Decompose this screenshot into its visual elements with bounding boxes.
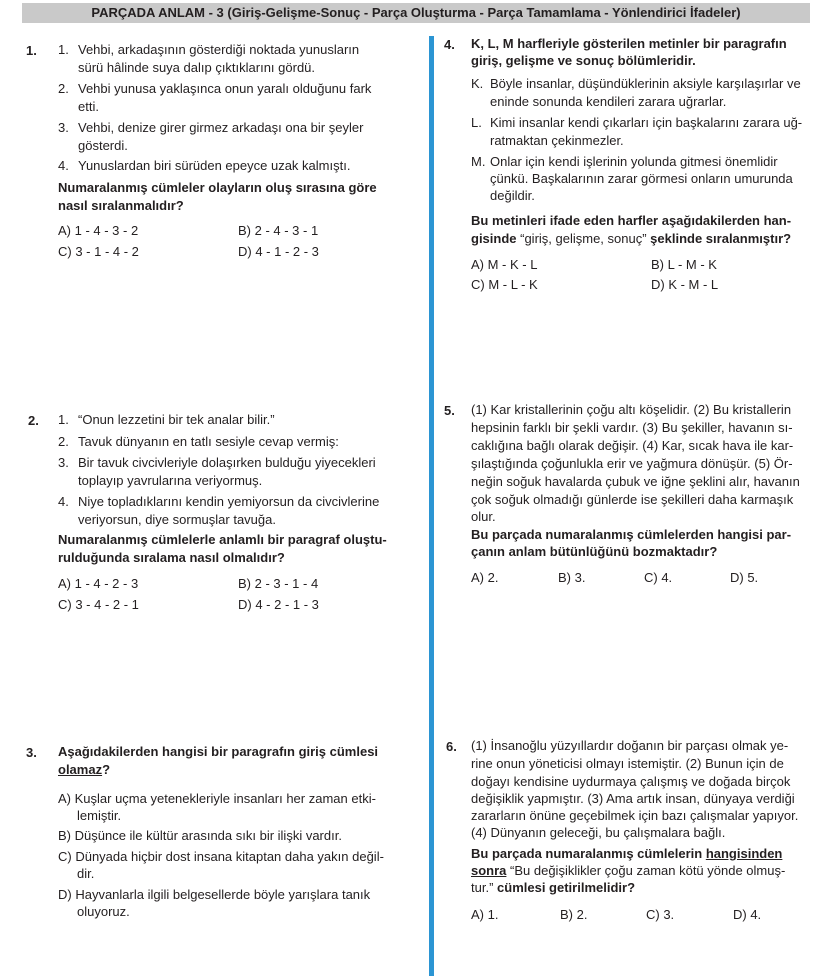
item-text: toplayıp yavrularına veriyormuş. — [78, 473, 263, 488]
option-b[interactable]: B) 2. — [560, 907, 588, 922]
item-number: 3. — [58, 120, 69, 135]
question-fragment: gisinde — [471, 231, 521, 246]
item-text: Yunuslardan biri sürüden epeyce uzak kalmıştı. — [78, 158, 351, 173]
option-a-cont[interactable]: lemiştir. — [77, 808, 122, 823]
item-text: Tavuk dünyanın en tatlı sesiyle cevap vermiş: — [78, 434, 339, 449]
item-text: Vehbi, denize girer girmez arkadaşı ona bir şeyler — [78, 120, 364, 135]
question-text: Numaralanmış cümleler olayların oluş sırasına göre — [58, 180, 377, 195]
item-text: Vehbi, arkadaşının gösterdiği noktada yunusların — [78, 42, 360, 57]
item-number: 3. — [58, 455, 69, 470]
question-quote: tur.” — [471, 880, 494, 895]
question-intro: giriş, gelişme ve sonuç bölümleridir. — [471, 53, 696, 68]
item-text: sürü hâlinde suya dalıp çıktıklarını gördü. — [78, 60, 316, 75]
question-fragment: Bu parçada numaralanmış cümlelerin — [471, 846, 706, 861]
item-text: Bir tavuk civcivleriyle dolaşırken bulduğu yiyecekleri — [78, 455, 376, 470]
item-text: ratmaktan çekinmezler. — [490, 133, 624, 148]
option-b[interactable]: B) Düşünce ile kültür arasında sıkı bir ilişki vardır. — [58, 828, 342, 843]
question-number: 4. — [444, 37, 455, 52]
item-text: Böyle insanlar, düşündüklerinin aksiyle karşılaşırlar ve — [490, 76, 801, 91]
question-number: 3. — [26, 745, 37, 760]
option-c[interactable]: C) 3 - 4 - 2 - 1 — [58, 597, 139, 612]
item-text: Niye topladıklarını kendin yemiyorsun da civcivlerine — [78, 494, 380, 509]
emphasis-underlined: olamaz — [58, 762, 103, 777]
option-c-cont[interactable]: dir. — [77, 866, 95, 881]
option-d[interactable]: D) 4 - 2 - 1 - 3 — [238, 597, 319, 612]
option-c[interactable]: C) 3 - 1 - 4 - 2 — [58, 244, 139, 259]
passage-line: neğin soğuk havalarda çubuk ve iğne şeklini alır, havanın — [471, 474, 800, 489]
option-a[interactable]: A) 1 - 4 - 3 - 2 — [58, 223, 139, 238]
option-c[interactable]: C) M - L - K — [471, 277, 538, 292]
option-a[interactable]: A) 1 - 4 - 2 - 3 — [58, 576, 139, 591]
question-text — [471, 862, 785, 879]
item-text: değildir. — [490, 188, 535, 203]
option-a[interactable]: A) M - K - L — [471, 257, 538, 272]
option-a[interactable]: A) Kuşlar uçma yetenekleriyle insanları her zaman etki- — [58, 791, 376, 806]
option-c[interactable]: C) Dünyada hiçbir dost insana kitaptan daha yakın değil- — [58, 849, 384, 864]
question-text — [471, 230, 791, 247]
item-text: etti. — [78, 99, 99, 114]
emphasis-underlined: sonra — [471, 863, 507, 878]
emphasis-underlined: hangisinden — [705, 846, 783, 861]
column-divider — [429, 36, 434, 976]
passage-line: zararların önüne geçebilmek için bazı çalışmalar yapıyor. — [471, 808, 799, 823]
option-d[interactable]: D) K - M - L — [651, 277, 719, 292]
option-b[interactable]: B) 2 - 3 - 1 - 4 — [238, 576, 319, 591]
passage-line: çok soğuk olmadığı günlerde ise şekilleri daha karmaşık — [471, 492, 794, 507]
passage-line: şılaştığında çoğunlukla erir ve yağmura dönüşür. (5) Ör- — [471, 456, 793, 471]
item-text: Onlar için kendi işlerinin yolunda gitmesi önemlidir — [490, 154, 778, 169]
passage-line: hepsinin farklı bir şekli vardır. (3) Bu şekiller, havanın sı- — [471, 420, 793, 435]
item-text: eninde sonunda kendileri zarara uğrarlar. — [490, 94, 727, 109]
item-text: Vehbi yunusa yaklaşınca onun yaralı olduğunu fark — [78, 81, 372, 96]
question-text: rulduğunda sıralama nasıl olmalıdır? — [58, 550, 285, 565]
question-fragment: şeklinde sıralanmıştır? — [646, 231, 792, 246]
item-text: çünkü. Başkalarının zarar görmesi onların umurunda — [490, 171, 793, 186]
question-text: nasıl sıralanmalıdır? — [58, 198, 184, 213]
option-b[interactable]: B) 3. — [558, 570, 586, 585]
option-a[interactable]: A) 2. — [471, 570, 499, 585]
option-b[interactable]: B) 2 - 4 - 3 - 1 — [238, 223, 319, 238]
item-text: veriyorsun, diye sormuşlar tavuğa. — [78, 512, 276, 527]
item-number: 2. — [58, 81, 69, 96]
passage-line: olur. — [471, 509, 496, 524]
question-number: 1. — [26, 43, 37, 58]
item-label: M. — [471, 154, 486, 169]
question-number: 2. — [28, 413, 39, 428]
question-text: Aşağıdakilerden hangisi bir paragrafın giriş cümlesi — [58, 744, 379, 759]
question-quote: “giriş, gelişme, sonuç” — [520, 231, 647, 246]
passage-line: (1) İnsanoğlu yüzyıllardır doğanın bir parçası olmak ye- — [471, 738, 789, 753]
option-c[interactable]: C) 4. — [644, 570, 673, 585]
option-d-cont[interactable]: oluyoruz. — [77, 904, 130, 919]
passage-line: değişiklik yapmıştır. (3) Ama artık insan, dünyaya verdiği — [471, 791, 795, 806]
question-text — [58, 761, 110, 778]
question-text — [471, 845, 782, 862]
item-number: 1. — [58, 412, 69, 427]
question-number: 5. — [444, 403, 455, 418]
passage-line: (1) Kar kristallerinin çoğu altı köşelidir. (2) Bu kristallerin — [471, 402, 792, 417]
item-number: 1. — [58, 42, 69, 57]
question-fragment: cümlesi getirilmelidir? — [493, 880, 636, 895]
question-text: çanın anlam bütünlüğünü bozmaktadır? — [471, 544, 718, 559]
item-text: gösterdi. — [78, 138, 128, 153]
passage-line: doğayı kendisine uydurmaya çalışmış ve doğada birçok — [471, 774, 791, 789]
item-label: K. — [471, 76, 484, 91]
question-text: Bu metinleri ifade eden harfler aşağıdakilerden han- — [471, 213, 792, 228]
option-c[interactable]: C) 3. — [646, 907, 675, 922]
option-a[interactable]: A) 1. — [471, 907, 499, 922]
option-d[interactable]: D) 4 - 1 - 2 - 3 — [238, 244, 319, 259]
passage-line: caklığına bağlı olarak değişir. (4) Kar, sıcak hava ile kar- — [471, 438, 794, 453]
question-mark: ? — [102, 762, 111, 777]
passage-line: rine onun yöneticisi olmayı istemiştir. (2) Bunun için de — [471, 756, 784, 771]
option-d[interactable]: D) Hayvanlarla ilgili belgesellerde böyle yarışlara tanık — [58, 887, 371, 902]
item-number: 4. — [58, 494, 69, 509]
question-quote: “Bu değişiklikler çoğu zaman kötü yönde olmuş- — [506, 863, 786, 878]
item-number: 4. — [58, 158, 69, 173]
page-title: PARÇADA ANLAM - 3 (Giriş-Gelişme-Sonuç - Parça Oluşturma - Parça Tamamlama - Yönlendirici İfadeler) — [91, 5, 741, 20]
option-d[interactable]: D) 5. — [730, 570, 759, 585]
option-b[interactable]: B) L - M - K — [651, 257, 717, 272]
item-number: 2. — [58, 434, 69, 449]
item-label: L. — [471, 115, 482, 130]
item-text: Kimi insanlar kendi çıkarları için başkalarını zarara uğ- — [490, 115, 803, 130]
question-text — [471, 879, 635, 896]
option-d[interactable]: D) 4. — [733, 907, 762, 922]
question-text: Numaralanmış cümlelerle anlamlı bir paragraf oluştu- — [58, 532, 387, 547]
item-text: “Onun lezzetini bir tek analar bilir.” — [78, 412, 275, 427]
question-text: Bu parçada numaralanmış cümlelerden hangisi par- — [471, 527, 792, 542]
question-intro: K, L, M harfleriyle gösterilen metinler bir paragrafın — [471, 36, 787, 51]
question-number: 6. — [446, 739, 457, 754]
passage-line: (4) Dünyanın geleceği, bu çalışmalara bağlı. — [471, 825, 726, 840]
